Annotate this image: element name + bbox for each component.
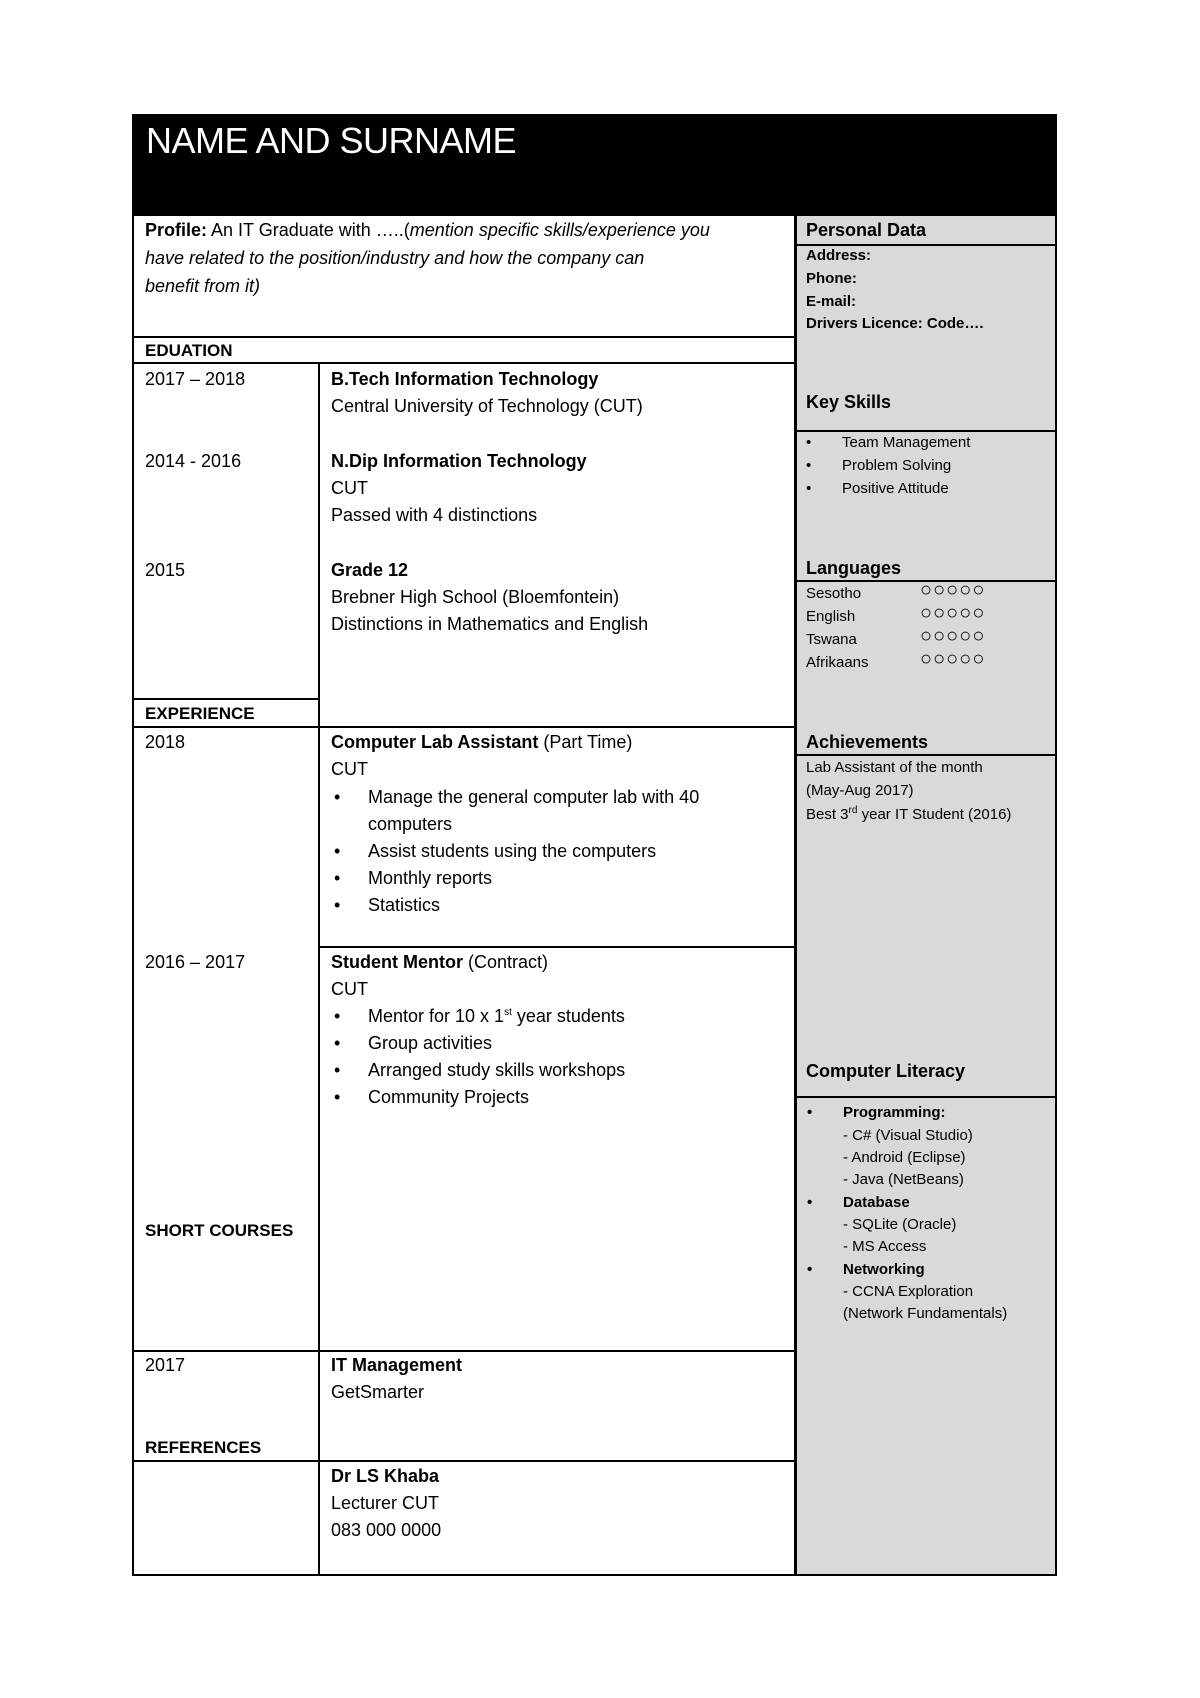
profile-text-3: benefit from it) (145, 276, 261, 296)
education-detail: CUT (331, 478, 368, 498)
literacy-item: - SQLite (Oracle) (843, 1216, 957, 1233)
literacy-item: - Android (Eclipse) (843, 1149, 966, 1166)
language-name: Afrikaans (806, 654, 869, 671)
experience-heading: EXPERIENCE (145, 704, 255, 723)
sidebar-divider (794, 216, 797, 1576)
rule-literacy (797, 1096, 1055, 1098)
experience-bullet: • Monthly reports (368, 868, 492, 889)
education-years: 2014 - 2016 (145, 451, 242, 471)
experience-title: Computer Lab Assistant (331, 732, 539, 752)
language-rating: ○○○○○ (920, 625, 986, 647)
computer-literacy-heading: Computer Literacy (806, 1061, 966, 1081)
education-detail: Distinctions in Mathematics and English (331, 614, 649, 634)
education-heading: EDUATION (145, 341, 233, 360)
language-rating: ○○○○○ (920, 579, 986, 601)
personal-data-heading: Personal Data (806, 220, 927, 240)
literacy-item: - Java (NetBeans) (843, 1171, 964, 1188)
language-name: Tswana (806, 631, 857, 648)
reference-phone: 083 000 0000 (331, 1520, 442, 1540)
education-title: Grade 12 (331, 560, 409, 580)
course-provider: GetSmarter (331, 1382, 425, 1402)
experience-bullet (368, 1006, 625, 1027)
profile-text-2: have related to the position/industry and how the company can (145, 248, 645, 268)
rule-experience-top (132, 698, 320, 700)
outer-border-left (132, 216, 134, 1576)
profile-text-1: mention specific skills/experience you (409, 220, 710, 240)
experience-bullet: • Community Projects (368, 1087, 529, 1108)
personal-phone: Phone: (806, 270, 857, 287)
outer-border-bottom (132, 1574, 1057, 1576)
references-heading: REFERENCES (145, 1438, 262, 1457)
rule-short-courses (132, 1350, 795, 1352)
profile-lead: An IT Graduate with …..( (207, 220, 410, 240)
bullet-text: year students (511, 1006, 625, 1026)
superscript: rd (848, 805, 858, 816)
experience-bullet: • Group activities (368, 1033, 492, 1054)
experience-title-line (331, 952, 548, 973)
language-name: Sesotho (806, 585, 862, 602)
outer-border-right (1055, 216, 1057, 1576)
achievements-heading: Achievements (806, 732, 929, 752)
experience-org: CUT (331, 979, 368, 999)
sidebar-panel (797, 216, 1055, 1576)
experience-bullet-cont: computers (368, 814, 453, 834)
education-detail: Brebner High School (Bloemfontein) (331, 587, 620, 607)
experience-years: 2016 – 2017 (145, 952, 246, 972)
experience-bullet: • Manage the general computer lab with 40 (368, 787, 699, 808)
education-title: B.Tech Information Technology (331, 369, 599, 389)
literacy-label: • Networking (843, 1261, 925, 1278)
experience-title: Student Mentor (331, 952, 463, 972)
achievement-line (806, 805, 1011, 823)
experience-bullet: • Assist students using the computers (368, 841, 656, 862)
reference-position: Lecturer CUT (331, 1493, 440, 1513)
short-courses-heading: SHORT COURSES (145, 1221, 294, 1240)
experience-years: 2018 (145, 732, 186, 752)
experience-title-line (331, 732, 632, 753)
education-years: 2015 (145, 560, 186, 580)
year-column-divider (318, 362, 320, 1576)
personal-address: Address: (806, 247, 872, 264)
languages-heading: Languages (806, 558, 902, 578)
experience-type: (Part Time) (538, 732, 633, 752)
skill-item: • Team Management (842, 434, 970, 451)
achievement-text: Best 3 (806, 806, 849, 823)
literacy-item: (Network Fundamentals) (843, 1305, 1008, 1322)
rule-achievements (797, 754, 1055, 756)
education-detail: Central University of Technology (CUT) (331, 396, 643, 416)
course-years: 2017 (145, 1355, 186, 1375)
skill-item: • Positive Attitude (842, 480, 949, 497)
language-name: English (806, 608, 856, 625)
education-years: 2017 – 2018 (145, 369, 246, 389)
rule-profile (132, 336, 795, 338)
experience-bullet: • Statistics (368, 895, 440, 916)
literacy-label: • Database (843, 1194, 910, 1211)
education-title: N.Dip Information Technology (331, 451, 587, 471)
bullet-text: Mentor for 10 x 1 (368, 1006, 505, 1026)
personal-licence: Drivers Licence: Code…. (806, 315, 984, 332)
superscript: st (504, 1007, 512, 1018)
achievement-text: year IT Student (2016) (857, 806, 1012, 823)
language-rating: ○○○○○ (920, 648, 986, 670)
education-detail: Passed with 4 distinctions (331, 505, 538, 525)
rule-skills (797, 430, 1055, 432)
profile-label: Profile: (145, 220, 208, 240)
achievement-line: (May-Aug 2017) (806, 782, 914, 799)
course-title: IT Management (331, 1355, 463, 1375)
rule-education (132, 362, 795, 364)
language-rating: ○○○○○ (920, 602, 986, 624)
experience-org: CUT (331, 759, 368, 779)
rule-personal (797, 244, 1055, 246)
skill-item: • Problem Solving (842, 457, 951, 474)
personal-email: E-mail: (806, 293, 857, 310)
experience-type: (Contract) (463, 952, 549, 972)
rule-experience (132, 726, 795, 728)
full-name: NAME AND SURNAME (146, 120, 517, 161)
literacy-item: - C# (Visual Studio) (843, 1127, 973, 1144)
rule-mentor (320, 946, 795, 948)
achievement-line: Lab Assistant of the month (806, 759, 983, 776)
literacy-item: - MS Access (843, 1238, 927, 1255)
reference-name: Dr LS Khaba (331, 1466, 440, 1486)
rule-references (132, 1460, 795, 1462)
literacy-item: - CCNA Exploration (843, 1283, 974, 1300)
key-skills-heading: Key Skills (806, 392, 892, 412)
experience-bullet: • Arranged study skills workshops (368, 1060, 625, 1081)
profile-line-1 (145, 220, 710, 241)
literacy-label: • Programming: (843, 1104, 946, 1121)
